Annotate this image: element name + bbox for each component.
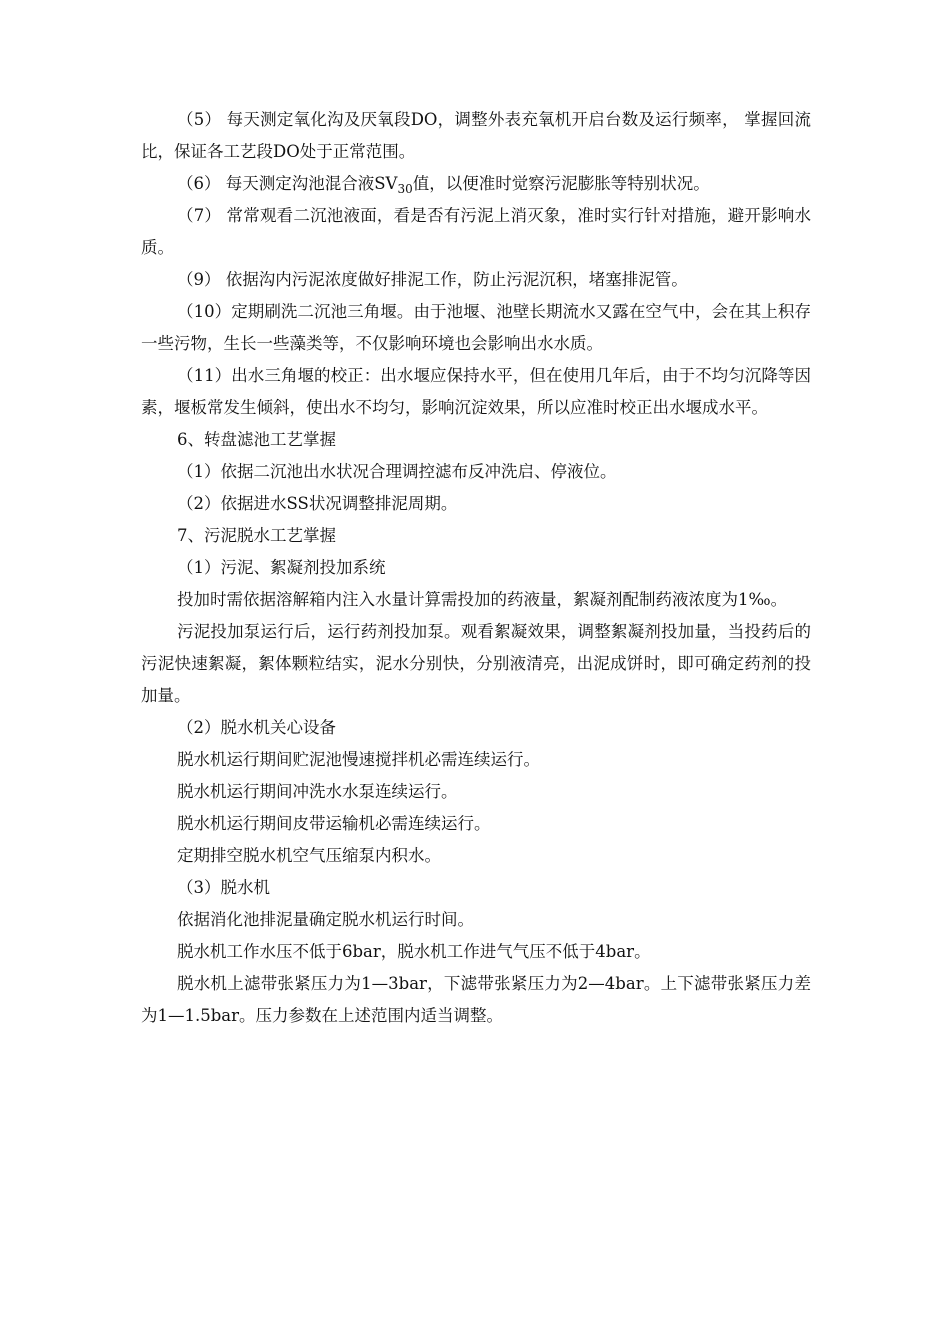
paragraph-item-7: （7） 常常观看二沉池液面，看是否有污泥上消灭象，准时实行针对措施，避开影响水质。 xyxy=(141,206,811,257)
paragraph-filter-2: （2）依据进水SS状况调整排泥周期。 xyxy=(177,494,458,513)
paragraph-item-10: （10）定期刷洗二沉池三角堰。由于池堰、池壁长期流水又露在空气中，会在其上积存一些污物，生长一些藻类等，不仅影响环境也会影响出水水质。 xyxy=(141,302,811,353)
paragraph-mixer: 脱水机运行期间贮泥池慢速搅拌机必需连续运行。 xyxy=(177,750,540,769)
paragraph-dosing-concentration: 投加时需依据溶解箱内注入水量计算需投加的药液量，絮凝剂配制药液浓度为1‰。 xyxy=(177,590,788,609)
paragraph-item-9: （9） 依据沟内污泥浓度做好排泥工作，防止污泥沉积，堵塞排泥管。 xyxy=(177,270,688,289)
paragraph-item-5: （5） 每天测定氧化沟及厌氧段DO，调整外表充氧机开启台数及运行频率， 掌握回流比，保证各工艺段DO处于正常范围。 xyxy=(141,110,811,161)
sv-text-rest: 值，以便准时觉察污泥膨胀等特别状况。 xyxy=(412,174,710,193)
document-body xyxy=(141,104,811,1032)
paragraph-dosing-adjust: 污泥投加泵运行后，运行药剂投加泵。观看絮凝效果，调整絮凝剂投加量，当投药后的污泥快速絮凝，絮体颗粒结实，泥水分别快，分别液清亮，出泥成饼时，即可确定药剂的投加量。 xyxy=(141,622,811,705)
paragraph-run-time: 依据消化池排泥量确定脱水机运行时间。 xyxy=(177,910,474,929)
subheading-auxiliary-equipment: （2）脱水机关心设备 xyxy=(177,718,336,737)
paragraph-item-11: （11）出水三角堰的校正：出水堰应保持水平，但在使用几年后，由于不均匀沉降等因素，堰板常发生倾斜，使出水不均匀，影响沉淀效果，所以应准时校正出水堰成水平。 xyxy=(141,366,811,417)
paragraph-compressor: 定期排空脱水机空气压缩泵内积水。 xyxy=(177,846,441,865)
section-heading-7: 7、污泥脱水工艺掌握 xyxy=(177,526,336,545)
paragraph-filter-1: （1）依据二沉池出水状况合理调控滤布反冲洗启、停液位。 xyxy=(177,462,617,481)
subheading-dosing-system: （1）污泥、絮凝剂投加系统 xyxy=(177,558,386,577)
paragraph-belt-tension: 脱水机上滤带张紧压力为1—3bar，下滤带张紧压力为2—4bar。上下滤带张紧压力差为1—1.5bar。压力参数在上述范围内适当调整。 xyxy=(141,974,811,1025)
paragraph-conveyor: 脱水机运行期间皮带运输机必需连续运行。 xyxy=(177,814,491,833)
sv-text: （6） 每天测定沟池混合液SV xyxy=(177,174,398,193)
paragraph-wash-pump: 脱水机运行期间冲洗水水泵连续运行。 xyxy=(177,782,458,801)
section-heading-6: 6、转盘滤池工艺掌握 xyxy=(177,430,336,449)
subheading-dewatering-machine: （3）脱水机 xyxy=(177,878,270,897)
paragraph-pressure: 脱水机工作水压不低于6bar，脱水机工作进气气压不低于4bar。 xyxy=(177,942,651,961)
paragraph-item-6 xyxy=(141,168,811,200)
sv-subscript: 30 xyxy=(397,182,413,196)
